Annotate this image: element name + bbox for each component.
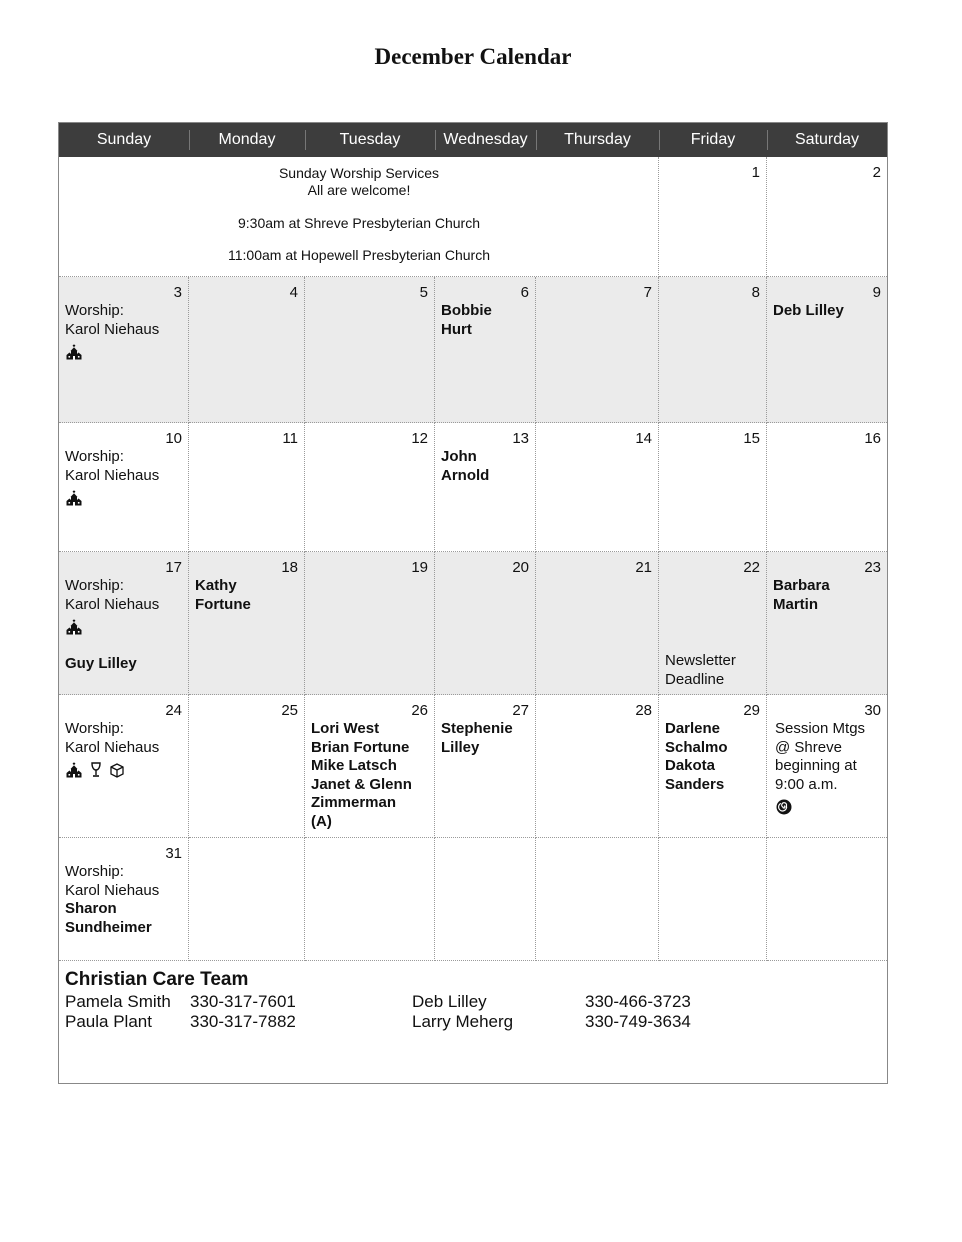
day-number: 16 xyxy=(864,430,881,447)
event-line: Session Mtgs xyxy=(775,720,866,737)
birthday-name: Dakota xyxy=(665,757,716,774)
calendar-grid xyxy=(58,122,888,1084)
day-cell-28[interactable] xyxy=(536,695,659,838)
weekday-wednesday: Wednesday xyxy=(443,131,528,148)
birthday-name: John xyxy=(441,448,477,465)
day-number: 31 xyxy=(165,845,182,862)
worship-leader: Karol Niehaus xyxy=(65,320,160,338)
banner-shreve-time: 9:30am at Shreve Presbyterian Church xyxy=(237,215,480,231)
worship-label: Worship: xyxy=(65,577,124,594)
day-cell-5[interactable] xyxy=(305,277,435,423)
day-cell-10[interactable] xyxy=(59,423,189,552)
day-cell-4[interactable] xyxy=(189,277,305,423)
birthday-name: Darlene xyxy=(665,720,721,737)
day-cell-8[interactable] xyxy=(659,277,767,423)
day-number: 6 xyxy=(520,284,529,301)
day-cell-27[interactable] xyxy=(435,695,536,838)
empty-cell xyxy=(305,838,435,961)
empty-cell xyxy=(767,838,887,961)
day-cell-25[interactable] xyxy=(189,695,305,838)
day-cell-18[interactable] xyxy=(189,552,305,695)
day-cell-13[interactable] xyxy=(435,423,536,552)
anniversary-line: Lori West xyxy=(311,720,380,737)
day-cell-29[interactable] xyxy=(659,695,767,838)
birthday-name: Sundheimer xyxy=(65,918,152,936)
anniversary-line: Janet & Glenn xyxy=(311,775,412,793)
banner-welcome: All are welcome! xyxy=(307,182,411,198)
worship-label: Worship: xyxy=(65,448,124,465)
empty-cell xyxy=(536,838,659,961)
day-cell-12[interactable] xyxy=(305,423,435,552)
birthday-name: Kathy xyxy=(195,577,237,594)
anniversary-line: Mike Latsch xyxy=(311,757,397,774)
communion-cup-icon xyxy=(89,762,103,778)
weekday-friday: Friday xyxy=(690,131,736,148)
day-cell-24[interactable] xyxy=(59,695,189,838)
birthday-name: Hurt xyxy=(441,320,472,338)
day-number: 18 xyxy=(281,559,298,576)
anniversary-line: Brian Fortune xyxy=(311,738,410,756)
birthday-name: Bobbie xyxy=(441,302,492,319)
day-number: 7 xyxy=(643,284,652,301)
church-icon xyxy=(65,344,83,360)
spiral-icon xyxy=(775,798,793,816)
care-member-name: Deb Lilley xyxy=(412,992,487,1011)
empty-cell xyxy=(659,838,767,961)
day-number: 13 xyxy=(512,430,529,447)
care-member-phone: 330-466-3723 xyxy=(585,992,691,1011)
day-cell-7[interactable] xyxy=(536,277,659,423)
day-number: 3 xyxy=(173,284,182,301)
birthday-name: Arnold xyxy=(441,466,490,484)
birthday-name: Barbara xyxy=(773,577,830,594)
day-number: 15 xyxy=(743,430,760,447)
birthday-name: Martin xyxy=(773,595,818,613)
day-number: 19 xyxy=(411,559,428,576)
day-cell-20[interactable] xyxy=(435,552,536,695)
day-cell-22[interactable] xyxy=(659,552,767,695)
note-line: Newsletter xyxy=(665,652,736,669)
offering-box-icon xyxy=(109,762,125,778)
birthday-name: Sanders xyxy=(665,775,725,793)
day-number: 24 xyxy=(165,702,182,719)
banner-hopewell-time: 11:00am at Hopewell Presbyterian Church xyxy=(228,247,490,263)
christian-care-team xyxy=(59,961,887,1083)
day-number: 20 xyxy=(512,559,529,576)
care-member-phone: 330-749-3634 xyxy=(585,1012,691,1031)
day-cell-1[interactable] xyxy=(659,157,767,277)
day-number: 25 xyxy=(281,702,298,719)
weekday-tuesday: Tuesday xyxy=(339,131,401,148)
birthday-name: Lilley xyxy=(441,738,480,756)
day-number: 26 xyxy=(411,702,428,719)
day-number: 28 xyxy=(635,702,652,719)
birthday-name: Guy Lilley xyxy=(65,655,137,672)
birthday-name: Stephenie xyxy=(441,720,513,737)
day-cell-11[interactable] xyxy=(189,423,305,552)
worship-label: Worship: xyxy=(65,863,124,880)
day-number: 27 xyxy=(512,702,529,719)
worship-services-banner xyxy=(59,157,659,277)
day-number: 5 xyxy=(419,284,428,301)
empty-cell xyxy=(435,838,536,961)
day-number: 2 xyxy=(872,164,881,181)
banner-heading: Sunday Worship Services xyxy=(278,165,440,181)
care-member-phone: 330-317-7882 xyxy=(190,1012,296,1031)
birthday-name: Deb Lilley xyxy=(773,302,844,319)
day-number: 8 xyxy=(751,284,760,301)
day-number: 12 xyxy=(411,430,428,447)
worship-leader: Karol Niehaus xyxy=(65,738,160,756)
day-cell-14[interactable] xyxy=(536,423,659,552)
day-cell-2[interactable] xyxy=(767,157,887,277)
day-cell-17[interactable] xyxy=(59,552,189,695)
worship-label: Worship: xyxy=(65,302,124,319)
newsletter-deadline-note xyxy=(665,652,736,689)
church-icon xyxy=(65,762,83,778)
anniversary-line: Zimmerman xyxy=(311,794,397,811)
worship-leader: Karol Niehaus xyxy=(65,466,160,484)
birthday-name: Fortune xyxy=(195,595,251,613)
day-number: 22 xyxy=(743,559,760,576)
empty-cell xyxy=(189,838,305,961)
event-line: 9:00 a.m. xyxy=(775,775,838,793)
note-line: Deadline xyxy=(665,670,725,688)
day-number: 9 xyxy=(872,284,881,301)
church-icon xyxy=(65,490,83,506)
day-cell-30[interactable] xyxy=(767,695,887,838)
day-number: 17 xyxy=(165,559,182,576)
day-number: 23 xyxy=(864,559,881,576)
care-team-title: Christian Care Team xyxy=(65,969,249,990)
day-cell-15[interactable] xyxy=(659,423,767,552)
day-cell-23[interactable] xyxy=(767,552,887,695)
day-number: 11 xyxy=(282,430,298,447)
day-number: 10 xyxy=(165,430,182,447)
birthday-name: Sharon xyxy=(65,900,117,917)
weekday-saturday: Saturday xyxy=(794,131,860,148)
care-member-name: Pamela Smith xyxy=(65,992,171,1011)
day-number: 4 xyxy=(289,284,298,301)
anniversary-line: (A) xyxy=(311,812,332,830)
church-icon xyxy=(65,619,83,635)
day-cell-16[interactable] xyxy=(767,423,887,552)
weekday-thursday: Thursday xyxy=(564,131,631,148)
weekday-sunday: Sunday xyxy=(96,131,152,148)
day-cell-26[interactable] xyxy=(305,695,435,838)
care-member-name: Paula Plant xyxy=(65,1012,152,1031)
weekday-monday: Monday xyxy=(218,131,276,148)
day-number: 14 xyxy=(635,430,652,447)
care-member-name: Larry Meherg xyxy=(412,1012,514,1031)
day-cell-6[interactable] xyxy=(435,277,536,423)
day-cell-31[interactable] xyxy=(59,838,189,961)
worship-label: Worship: xyxy=(65,720,124,737)
worship-leader: Karol Niehaus xyxy=(65,881,160,899)
weekday-header xyxy=(59,123,887,157)
birthday-name: Schalmo xyxy=(665,738,728,756)
worship-leader: Karol Niehaus xyxy=(65,595,160,613)
event-line: beginning at xyxy=(775,757,857,774)
event-line: @ Shreve xyxy=(775,738,842,756)
day-cell-9[interactable] xyxy=(767,277,887,423)
day-cell-3[interactable] xyxy=(59,277,189,423)
day-number: 29 xyxy=(743,702,760,719)
day-cell-19[interactable] xyxy=(305,552,435,695)
day-number: 21 xyxy=(635,559,652,576)
day-number: 30 xyxy=(864,702,881,719)
day-number: 1 xyxy=(751,164,760,181)
care-member-phone: 330-317-7601 xyxy=(190,992,296,1011)
page-title: December Calendar xyxy=(374,44,572,69)
day-cell-21[interactable] xyxy=(536,552,659,695)
